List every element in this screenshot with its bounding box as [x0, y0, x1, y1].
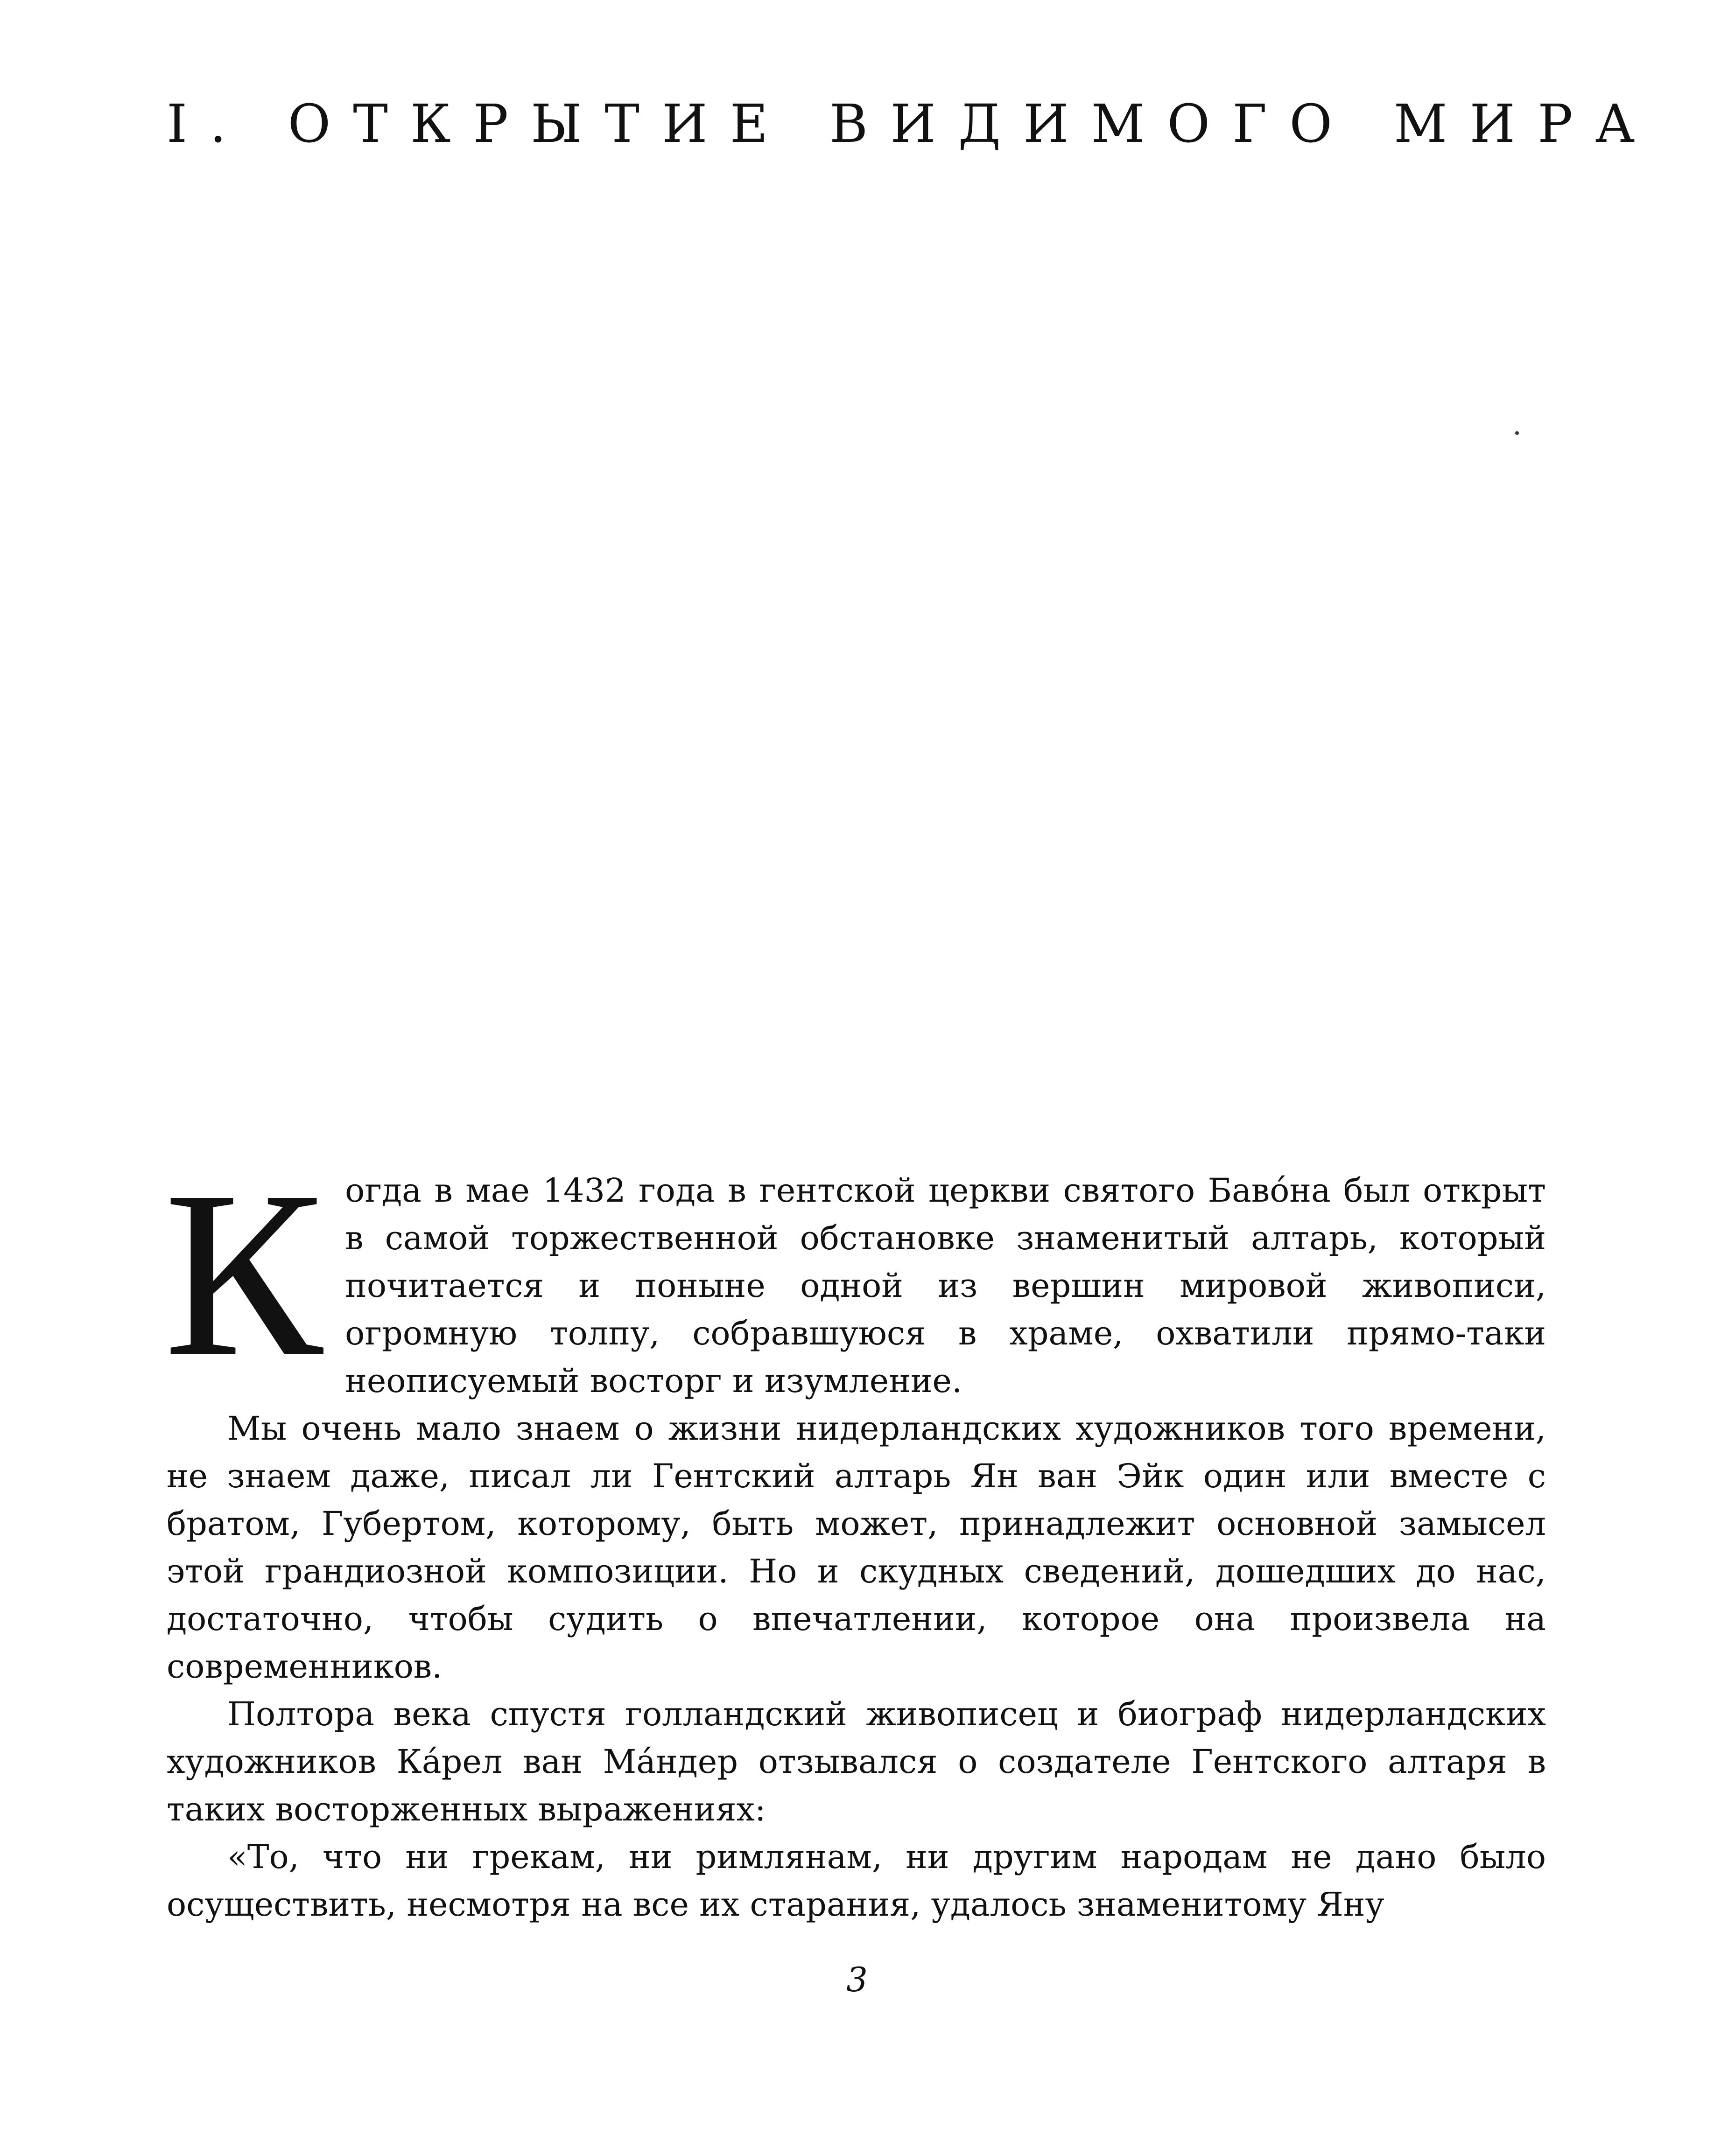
drop-cap: К — [164, 1142, 323, 1406]
paragraph-1-text: огда в мае 1432 года в гентской церкви святого Бавóна был открыт в самой торжественной обстановке знаменитый алтарь, который почитается и поныне одной из вершин мировой живописи, огромную толпу, собравшуюся в храме, охватили прямо-таки неописуемый восторг и изумление. — [345, 1171, 1546, 1400]
print-speck — [1515, 431, 1519, 435]
paragraph-1 — [164, 1142, 1546, 1406]
paragraph-2: Мы очень мало знаем о жизни нидерландских художников того времени, не знаем даже, писал ли Гентский алтарь Ян ван Эйк один или вместе с братом, Губертом, которому, быть может, принадлежит основной замысел этой грандиозной композиции. Но и скудных сведений, дошедших до нас, достаточно, чтобы судить о впечатлении, которое она произвела на современников. — [167, 1409, 1546, 1686]
body-text — [164, 1142, 1546, 1928]
paragraph-3: Полтора века спустя голландский живописец и биограф нидерландских художников Кáрел ван Мáндер отзывался о создателе Гентского алтаря в таких восторженных выражениях: — [167, 1695, 1546, 1828]
chapter-title: I. ОТКРЫТИЕ ВИДИМОГО МИРА — [167, 94, 1658, 154]
paragraph-4: «То, что ни грекам, ни римлянам, ни другим народам не дано было осуществить, несмотря на все их старания, удалось знаменитому Яну — [167, 1838, 1546, 1924]
page-number: 3 — [846, 1960, 868, 1999]
